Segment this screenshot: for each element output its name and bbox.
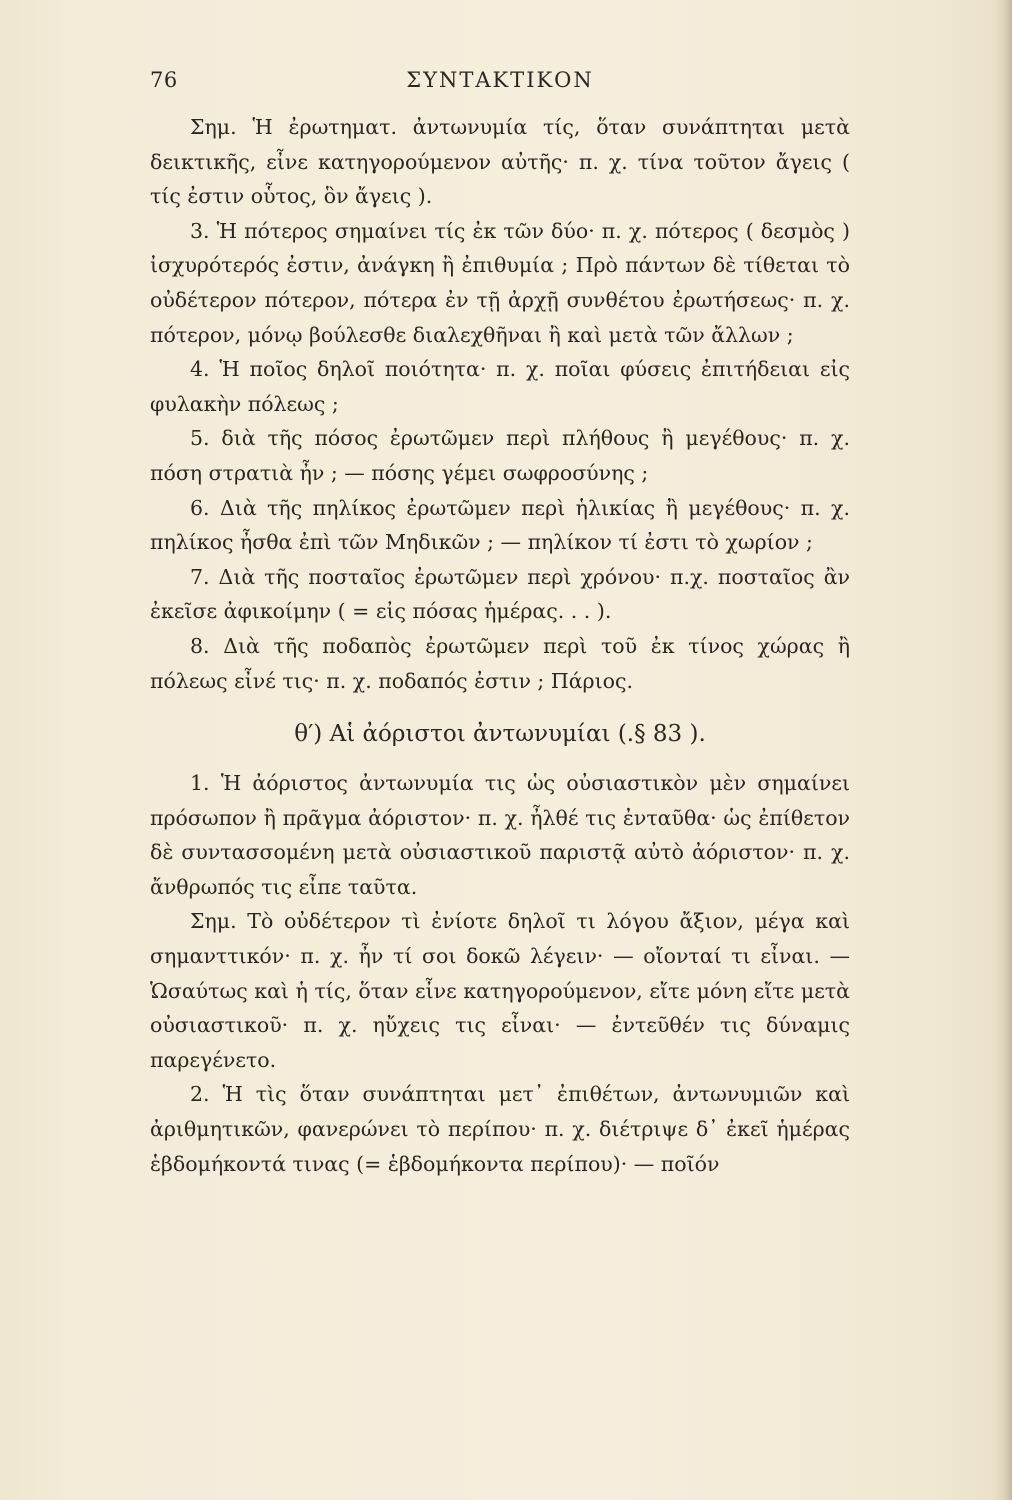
paragraph-poteros: 3. Ἡ πότερος σημαίνει τίς ἐκ τῶν δύο· π. χ. πότερος ( δεσμὸς ) ἰσχυρότερός ἐστιν, ἀνάγκη ἢ ἐπιθυμία ; Πρὸ πάντων δὲ τίθεται τὸ οὐδέτερον πότερον, πότερα ἐν τῇ ἀρχῇ συνθέτου ἐρωτήσεως· π. χ. πότερον, μόνῳ βούλεσθε διαλεχθῆναι ἢ καὶ μετὰ τῶν ἄλλων ;: [150, 218, 850, 347]
paragraph-aoristos: 1. Ἡ ἀόριστος ἀντωνυμία τις ὡς οὐσιαστικὸν μὲν σημαίνει πρόσωπον ἢ πρᾶγμα ἀόριστον· π. χ. ἦλθέ τις ἐνταῦθα· ὡς ἐπίθετον δὲ συντασσομένη μετὰ οὐσιαστικοῦ παριστᾷ αὐτὸ ἀόριστον· π. χ. ἄνθρωπός τις εἶπε ταῦτα.: [150, 771, 850, 899]
paragraph-posos: 5. διὰ τῆς πόσος ἐρωτῶμεν περὶ πλήθους ἢ μεγέθους· π. χ. πόση στρατιὰ ἦν ; — πόσης γέμει σωφροσύνης ;: [150, 426, 850, 485]
page-header: [150, 68, 850, 98]
page-edge-shadow: [994, 0, 1012, 1500]
paragraph-podapos: 8. Διὰ τῆς ποδαπὸς ἐρωτῶμεν περὶ τοῦ ἐκ τίνος χώρας ἢ πόλεως εἶνέ τις· π. χ. ποδαπός ἐστιν ; Πάριος.: [150, 633, 850, 693]
note-paragraph-oudeteron: Σημ. Τὸ οὐδέτερον τὶ ἐνίοτε δηλοῖ τι λόγου ἄξιον, μέγα καὶ σημανττικόν· π. χ. ἦν τί σοι δοκῶ λέγειν· — οἴονταί τι εἶναι. — Ὡσαύτως καὶ ἡ τίς, ὅταν εἶνε κατηγορούμενον, εἴτε μόνη εἴτε μετὰ οὐσιαστικοῦ· π. χ. ηὔχεις τις εἶναι· — ἐντεῦθέν τις δύναμις παρεγένετο.: [150, 909, 850, 1072]
paragraph-tis-peripou: 2. Ἡ τὶς ὅταν συνάπτηται μετ᾽ ἐπιθέτων, ἀντωνυμιῶν καὶ ἀριθμητικῶν, φανερώνει τὸ περίπου· π. χ. διέτριψε δ᾽ ἐκεῖ ἡμέρας ἑβδομήκοντά τινας (= ἑβδομήκοντα περίπου)· — ποῖόν: [150, 1082, 850, 1176]
page-body: [150, 110, 850, 1181]
paragraph-postaios: 7. Διὰ τῆς ποσταῖος ἐρωτῶμεν περὶ χρόνου· π.χ. ποσταῖος ἂν ἐκεῖσε ἀφικοίμην ( = εἰς πόσας ἡμέρας. . . ).: [150, 564, 850, 624]
running-title: ΣΥΝΤΑΚΤΙΚΟΝ: [406, 68, 594, 92]
paragraph-pelikos: 6. Διὰ τῆς πηλίκος ἐρωτῶμεν περὶ ἡλικίας ἢ μεγέθους· π. χ. πηλίκος ἦσθα ἐπὶ τῶν Μηδικῶν ; — πηλίκον τί ἐστι τὸ χωρίον ;: [150, 495, 850, 555]
page-number: 76: [150, 68, 178, 92]
section-heading: θ′) Αἱ ἀόριστοι ἀντωνυμίαι (.§ 83 ).: [294, 721, 706, 748]
paragraph-poios: 4. Ἡ ποῖος δηλοῖ ποιότητα· π. χ. ποῖαι φύσεις ἐπιτήδειαι εἰς φυλακὴν πόλεως ;: [150, 357, 850, 416]
note-paragraph-tis: Σημ. Ἡ ἐρωτηματ. ἀντωνυμία τίς, ὅταν συνάπτηται μετὰ δεικτικῆς, εἶνε κατηγορούμενον αὐτῆς· π. χ. τίνα τοῦτον ἄγεις ( τίς ἐστιν οὗτος, ὃν ἄγεις ).: [150, 115, 850, 209]
